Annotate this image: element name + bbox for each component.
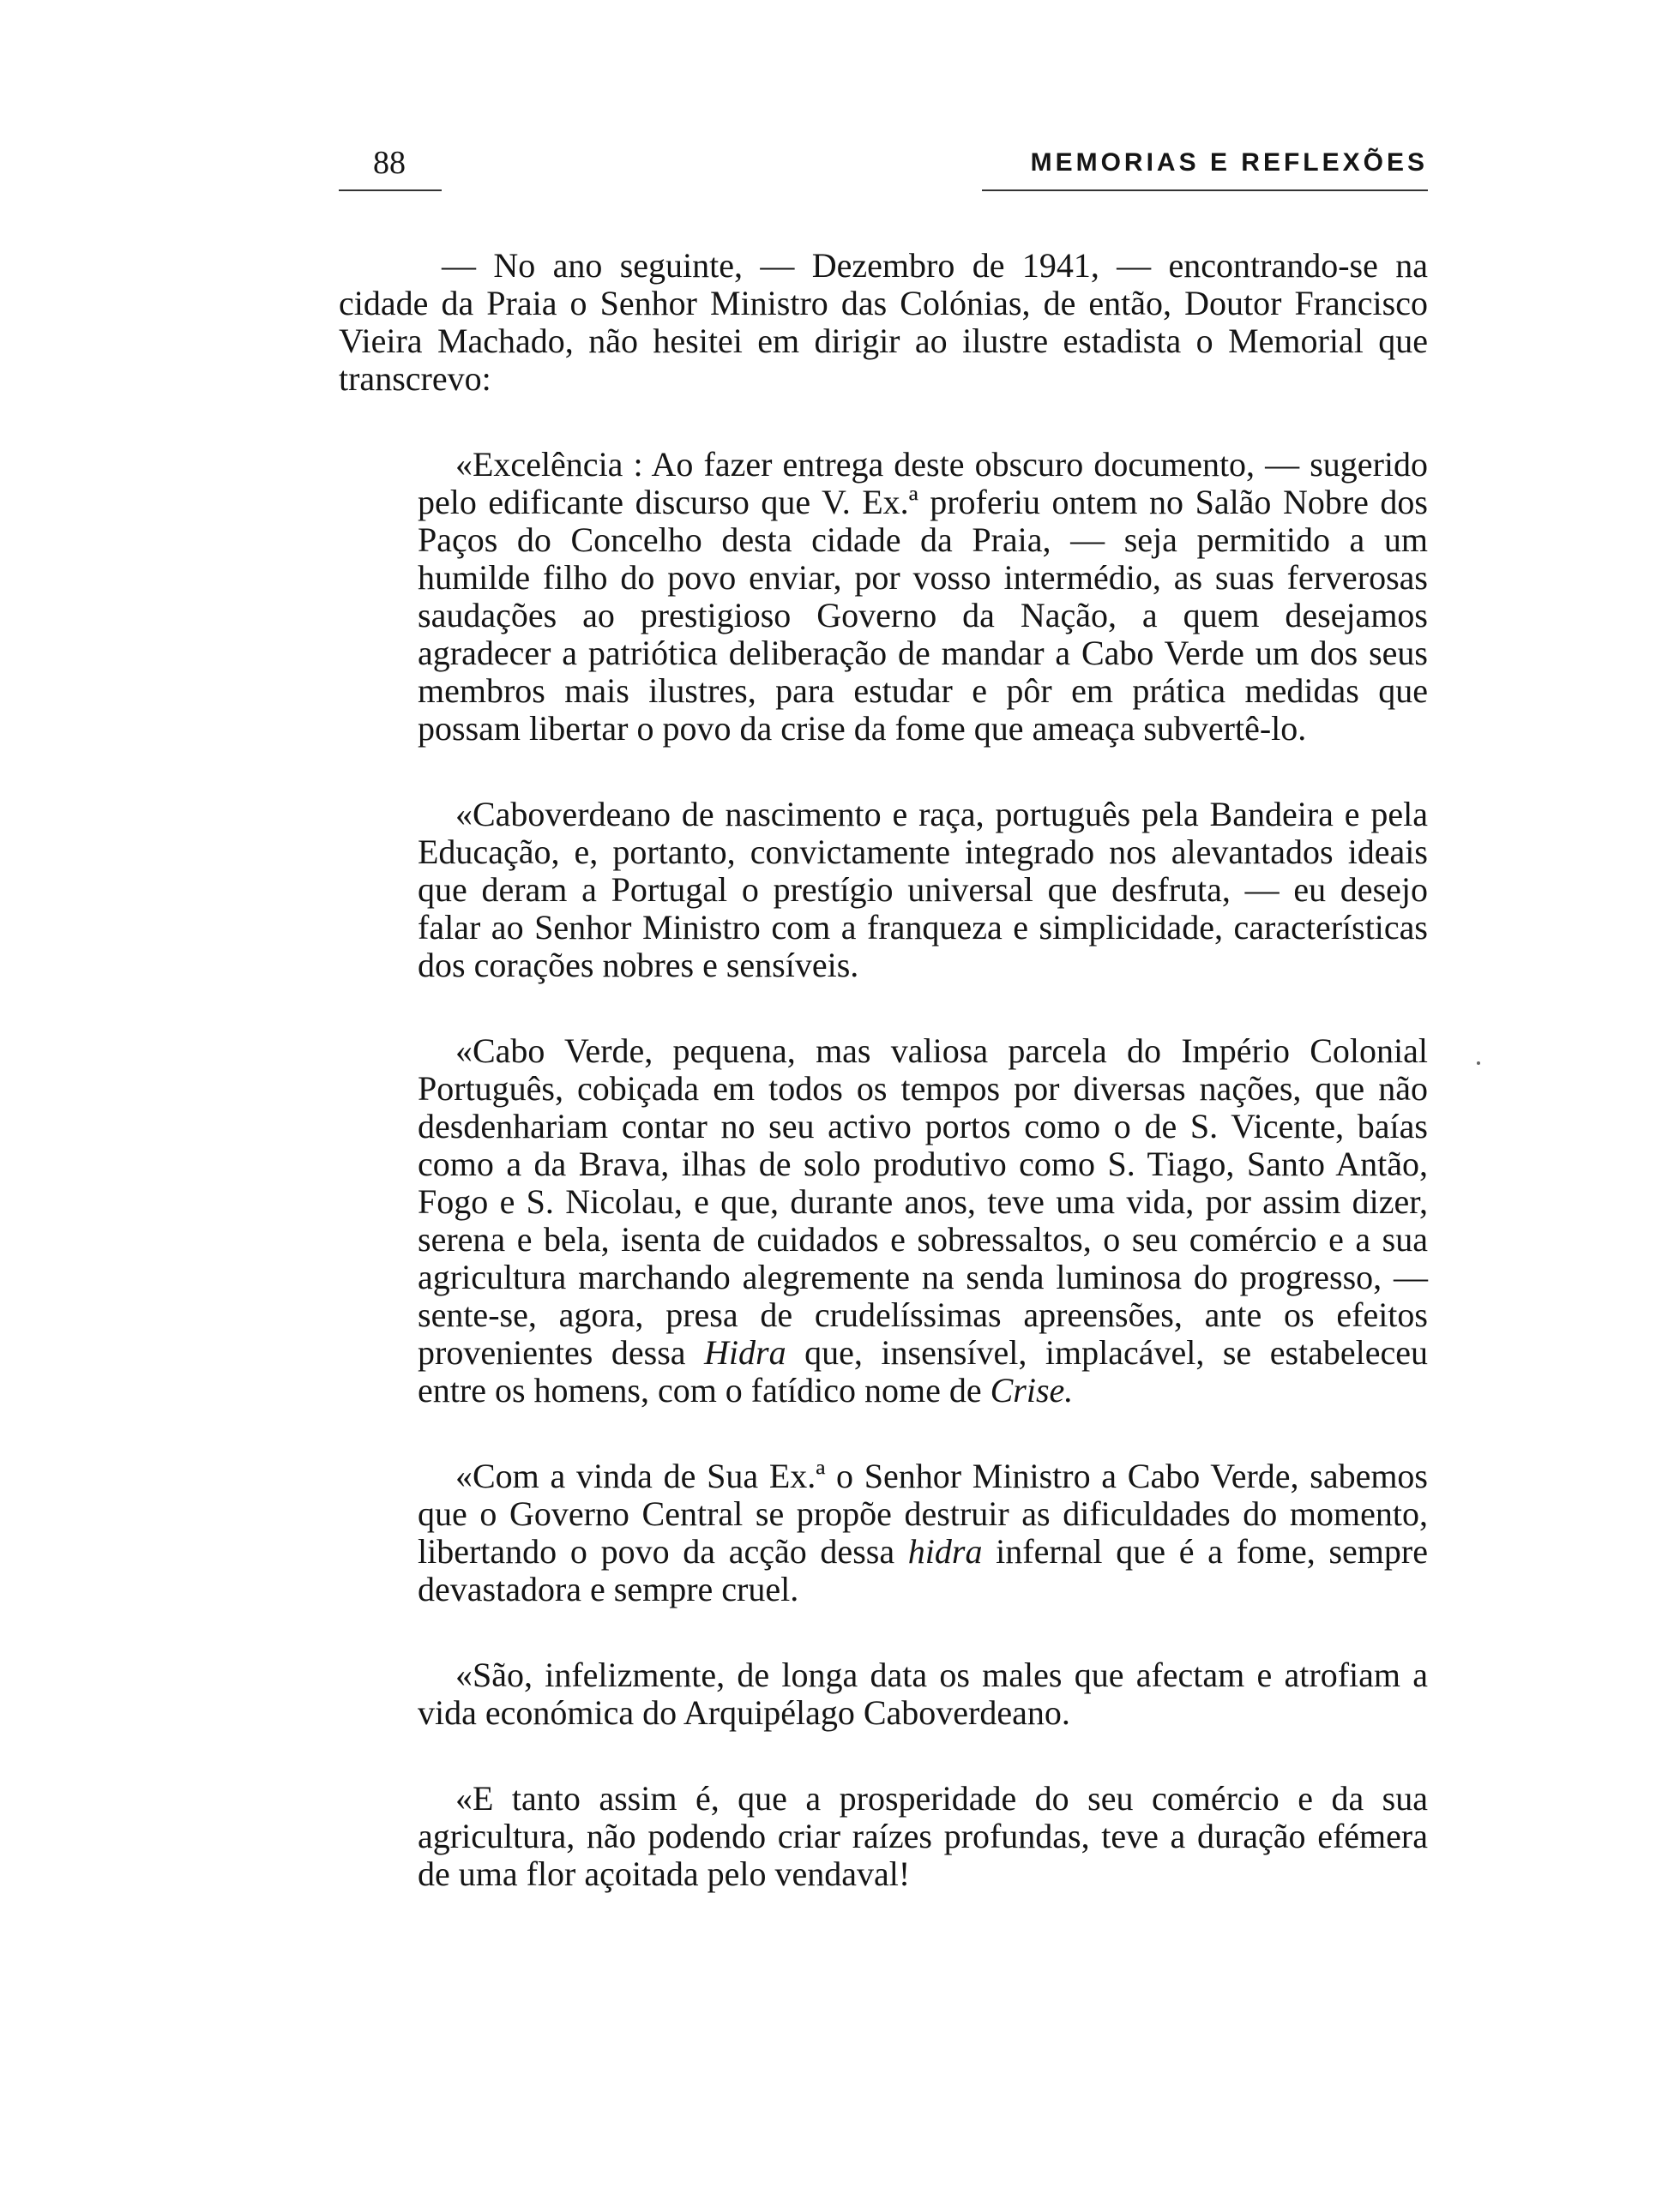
italic-word: Hidra <box>704 1333 786 1372</box>
header-rule-right <box>982 189 1428 191</box>
body-text <box>339 247 1428 1941</box>
running-title: MEMORIAS E REFLEXÕES <box>1030 148 1428 177</box>
paragraph-memorial-2: «Caboverdeano de nascimento e raça, português pela Bandeira e pela Educação, e, portanto, convictamente integrado nos alevantados ideais que deram a Portugal o prestígio universal que desfruta, — eu desejo falar ao Senhor Ministro com a franqueza e simplicidade, características dos corações nobres e sensíveis. <box>418 795 1428 984</box>
print-speck <box>1477 1061 1480 1065</box>
paragraph-intro: — No ano seguinte, — Dezembro de 1941, — encontrando-se na cidade da Praia o Senhor Ministro das Colónias, de então, Doutor Francisco Vieira Machado, não hesitei em dirigir ao ilustre estadista o Memorial que transcrevo: <box>339 246 1428 398</box>
paragraph-memorial-3 <box>418 1032 1428 1410</box>
italic-word: hidra <box>907 1532 983 1571</box>
paragraph-text: infernal que é a fome, sempre devastadora e sempre cruel. <box>418 1532 1428 1608</box>
page-number: 88 <box>373 145 406 181</box>
paragraph-text: que, insensível, implacável, se estabeleceu entre os homens, com o fatídico nome de <box>418 1333 1429 1410</box>
paragraph-text: «Com a vinda de Sua Ex.ª o Senhor Ministro a Cabo Verde, sabemos que o Governo Central se propõe destruir as dificuldades do momento, libertando o povo da acção dessa <box>418 1457 1428 1571</box>
header-rule-left <box>339 189 442 191</box>
paragraph-memorial-1: «Excelência : Ao fazer entrega deste obscuro documento, — sugerido pelo edificante discurso que V. Ex.ª proferiu ontem no Salão Nobre dos Paços do Concelho desta cidade da Praia, — seja permitido a um humilde filho do povo enviar, por vosso intermédio, as suas ferverosas saudações ao prestigioso Governo da Nação, a quem desejamos agradecer a patriótica deliberação de mandar a Cabo Verde um dos seus membros mais ilustres, para estudar e pôr em prática medidas que possam libertar o povo da crise da fome que ameaça subvertê-lo. <box>418 445 1428 748</box>
paragraph-memorial-6: «E tanto assim é, que a prosperidade do seu comércio e da sua agricultura, não podendo criar raízes profundas, teve a duração efémera de uma flor açoitada pelo vendaval! <box>418 1779 1428 1893</box>
paragraph-text: «Cabo Verde, pequena, mas valiosa parcela do Império Colonial Português, cobiçada em todos os tempos por diversas nações, que não desdenhariam contar no seu activo portos como o de S. Vicente, baías como a da Brava, ilhas de solo produtivo como S. Tiago, Santo Antão, Fogo e S. Nicolau, e que, durante anos, teve uma vida, por assim dizer, serena e bela, isenta de cuidados e sobressaltos, o seu comércio e a sua agricultura marchando alegremente na senda luminosa do progresso, — sente-se, agora, presa de crudelíssimas apreensões, ante os efeitos provenientes dessa <box>418 1031 1428 1372</box>
paragraph-memorial-5: «São, infelizmente, de longa data os males que afectam e atrofiam a vida económica do Arquipélago Caboverdeano. <box>418 1656 1428 1732</box>
running-head <box>339 144 1428 195</box>
italic-word: Crise. <box>990 1371 1074 1410</box>
paragraph-memorial-4 <box>418 1458 1428 1608</box>
